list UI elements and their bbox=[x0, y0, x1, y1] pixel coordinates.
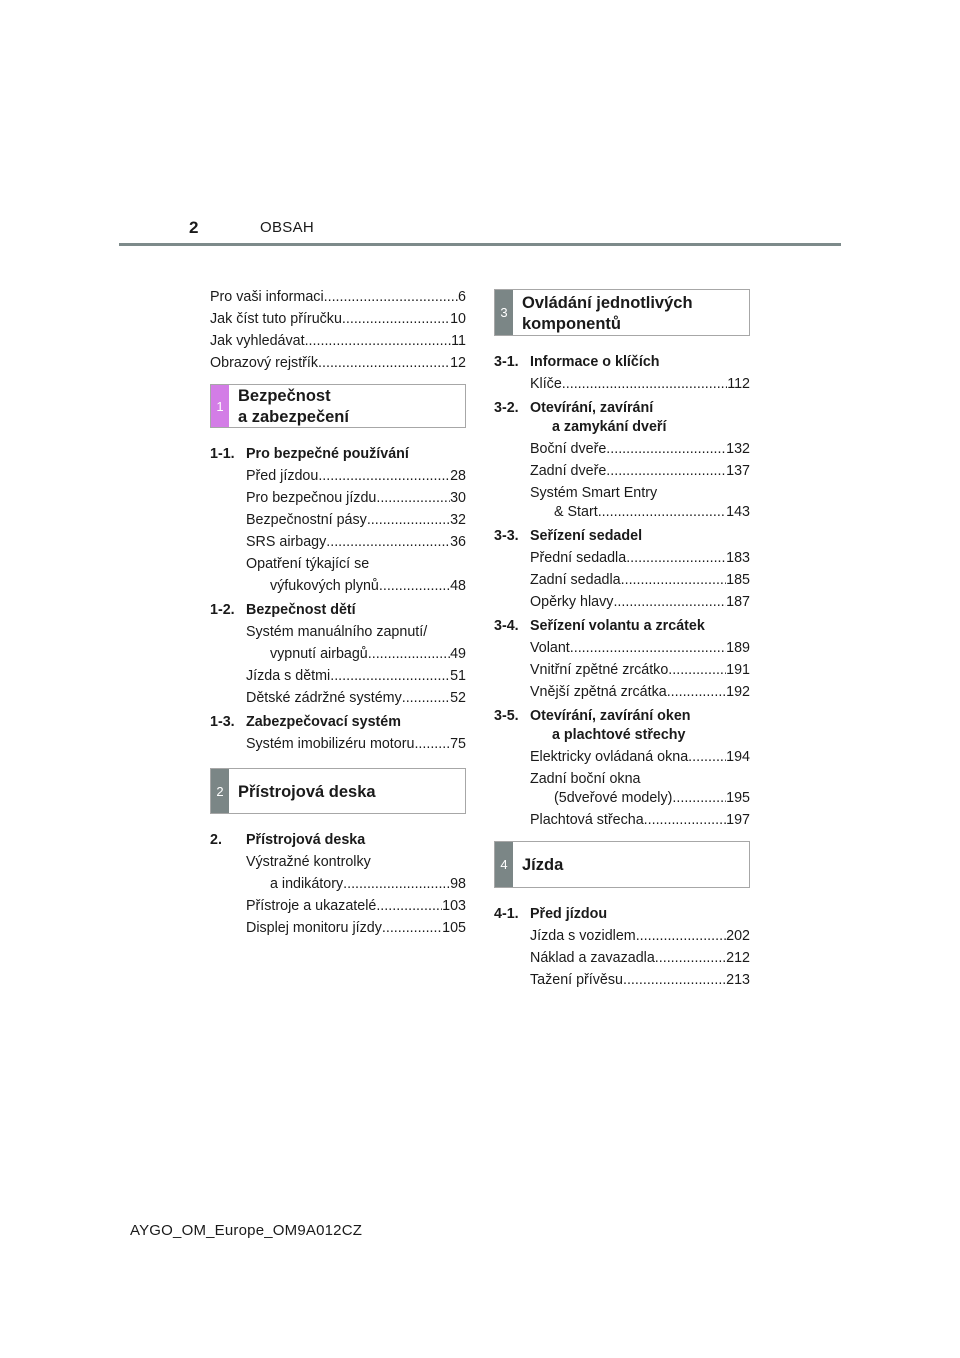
toc-entry-smart[interactable] bbox=[494, 501, 750, 523]
intro-list bbox=[210, 286, 466, 374]
toc-entry-page: 48 bbox=[450, 578, 466, 594]
subsection-3-5-list bbox=[494, 746, 750, 768]
toc-entry-page: 103 bbox=[442, 898, 466, 914]
subsection-number: 2. bbox=[210, 832, 222, 848]
leader-dots bbox=[623, 969, 726, 991]
subsection-title: Před jízdou bbox=[530, 906, 608, 922]
toc-entry-title: Opěrky hlavy bbox=[530, 594, 614, 610]
toc-entry-page: 28 bbox=[450, 468, 466, 484]
subsection-3-3-list bbox=[494, 547, 750, 613]
leader-dots bbox=[606, 460, 726, 482]
subsection-1-2 bbox=[210, 599, 466, 621]
subsection-3-3 bbox=[494, 525, 750, 547]
subsection-1-1 bbox=[210, 443, 466, 465]
subsection-3-2-list bbox=[494, 438, 750, 482]
toc-entry-title: (5dveřové modely) bbox=[554, 790, 673, 806]
subsection-number: 3-5. bbox=[494, 708, 519, 724]
section-1-title bbox=[229, 385, 349, 427]
toc-entry-page: 10 bbox=[450, 311, 466, 327]
section-3-title-line1: Ovládání jednotlivých bbox=[522, 293, 693, 312]
leader-dots bbox=[368, 643, 450, 665]
toc-entry-exhaust[interactable] bbox=[210, 575, 466, 597]
subsection-number: 4-1. bbox=[494, 906, 519, 922]
toc-entry-smart-line1[interactable]: Systém Smart Entry bbox=[530, 485, 658, 501]
header-rule bbox=[119, 243, 841, 246]
subsection-number: 3-1. bbox=[494, 354, 519, 370]
toc-entry-page: 112 bbox=[727, 376, 750, 392]
leader-dots bbox=[655, 947, 726, 969]
subsection-3-2-title-line2: a zamykání dveří bbox=[552, 419, 667, 435]
leader-dots bbox=[342, 308, 450, 330]
toc-entry-title: Plachtová střecha bbox=[530, 812, 644, 828]
subsection-number: 3-4. bbox=[494, 618, 519, 634]
toc-entry-title: Přední sedadla bbox=[530, 550, 627, 566]
subsection-1-1-list bbox=[210, 465, 466, 553]
subsection-number: 1-1. bbox=[210, 446, 235, 462]
toc-entry[interactable] bbox=[210, 352, 466, 374]
toc-entry-title: Jízda s dětmi bbox=[246, 668, 331, 684]
toc-entry[interactable] bbox=[494, 637, 750, 659]
toc-entry-title: SRS airbagy bbox=[246, 534, 327, 550]
subsection-number: 1-2. bbox=[210, 602, 235, 618]
toc-entry[interactable] bbox=[494, 947, 750, 969]
toc-entry-page: 51 bbox=[450, 668, 466, 684]
subsection-1-3 bbox=[210, 711, 466, 733]
leader-dots bbox=[376, 487, 450, 509]
toc-entry[interactable] bbox=[210, 687, 466, 709]
section-4-list bbox=[494, 925, 750, 991]
toc-entry-title: Vnější zpětná zrcátka bbox=[530, 684, 667, 700]
section-4-title: Jízda bbox=[522, 856, 564, 874]
toc-entry-page: 195 bbox=[726, 790, 750, 806]
leader-dots bbox=[305, 330, 452, 352]
toc-entry-page: 187 bbox=[726, 594, 750, 610]
leader-dots bbox=[379, 575, 450, 597]
subsection-3-5-title-line2: a plachtové střechy bbox=[552, 727, 686, 743]
toc-right-column bbox=[494, 289, 750, 991]
toc-entry[interactable] bbox=[210, 330, 466, 352]
toc-entry[interactable] bbox=[210, 308, 466, 330]
subsection-title: Pro bezpečné používání bbox=[246, 446, 409, 462]
toc-entry[interactable] bbox=[210, 531, 466, 553]
leader-dots bbox=[324, 286, 458, 308]
toc-entry[interactable] bbox=[210, 286, 466, 308]
section-1-title-line1: Bezpečnost bbox=[238, 387, 331, 405]
leader-dots bbox=[382, 917, 442, 939]
section-4-tab: 4 bbox=[495, 842, 513, 887]
toc-entry-rear-windows[interactable] bbox=[494, 787, 750, 809]
toc-entry-title: Před jízdou bbox=[246, 468, 319, 484]
toc-entry[interactable] bbox=[494, 569, 750, 591]
leader-dots bbox=[636, 925, 726, 947]
subsection-4-1 bbox=[494, 903, 750, 925]
toc-entry-title: Zadní sedadla bbox=[530, 572, 621, 588]
toc-entry[interactable] bbox=[210, 465, 466, 487]
section-4-box[interactable] bbox=[494, 841, 750, 888]
toc-entry-title: Displej monitoru jízdy bbox=[246, 920, 382, 936]
leader-dots bbox=[667, 681, 726, 703]
section-2-box[interactable] bbox=[210, 768, 466, 814]
toc-entry-title: Jak číst tuto příručku bbox=[210, 311, 342, 327]
toc-entry[interactable] bbox=[494, 591, 750, 613]
leader-dots bbox=[367, 509, 450, 531]
toc-entry-page: 11 bbox=[451, 333, 466, 349]
page-number: 2 bbox=[189, 218, 199, 237]
toc-entry-lights-line1[interactable]: Výstražné kontrolky bbox=[246, 854, 371, 870]
leader-dots bbox=[376, 895, 442, 917]
leader-dots bbox=[598, 501, 726, 523]
toc-entry-page: 183 bbox=[726, 550, 750, 566]
page-title: OBSAH bbox=[260, 219, 315, 236]
subsection-number: 1-3. bbox=[210, 714, 235, 730]
subsection-title: Seřízení sedadel bbox=[530, 528, 643, 544]
toc-entry-title: Jak vyhledávat bbox=[210, 333, 305, 349]
toc-entry-page: 191 bbox=[726, 662, 750, 678]
section-3-title bbox=[513, 290, 693, 335]
subsection-1-3-list bbox=[210, 733, 466, 755]
leader-dots bbox=[326, 531, 450, 553]
section-3-title-line2: komponentů bbox=[522, 314, 621, 333]
toc-entry[interactable] bbox=[210, 733, 466, 755]
leader-dots bbox=[318, 352, 450, 374]
leader-dots bbox=[621, 569, 727, 591]
toc-entry-airbag[interactable] bbox=[210, 643, 466, 665]
toc-entry-page: 6 bbox=[458, 289, 466, 305]
leader-dots bbox=[626, 547, 726, 569]
toc-entry[interactable] bbox=[494, 969, 750, 991]
toc-entry-title: Náklad a zavazadla bbox=[530, 950, 655, 966]
subsection-title: Bezpečnost dětí bbox=[246, 602, 356, 618]
toc-entry-page: 132 bbox=[726, 441, 750, 457]
toc-entry-title: Boční dveře bbox=[530, 441, 607, 457]
toc-entry-title: & Start bbox=[554, 504, 598, 520]
toc-entry-page: 213 bbox=[726, 972, 750, 988]
leader-dots bbox=[343, 873, 450, 895]
toc-entry[interactable] bbox=[494, 659, 750, 681]
subsection-3-4-list bbox=[494, 637, 750, 703]
toc-entry-page: 49 bbox=[450, 646, 466, 662]
toc-entry-title: Bezpečnostní pásy bbox=[246, 512, 367, 528]
subsection-title: Otevírání, zavírání bbox=[530, 400, 654, 416]
toc-entry-title: Vnitřní zpětné zrcátko bbox=[530, 662, 669, 678]
subsection-title: Informace o klíčích bbox=[530, 354, 660, 370]
toc-entry[interactable] bbox=[494, 746, 750, 768]
toc-entry-title: Pro bezpečnou jízdu bbox=[246, 490, 377, 506]
toc-entry[interactable] bbox=[494, 681, 750, 703]
toc-entry-title: vypnutí airbagů bbox=[270, 646, 368, 662]
toc-entry-title: Jízda s vozidlem bbox=[530, 928, 636, 944]
toc-entry-title: Dětské zádržné systémy bbox=[246, 690, 402, 706]
toc-entry-page: 189 bbox=[726, 640, 750, 656]
toc-entry-title: Tažení přívěsu bbox=[530, 972, 623, 988]
leader-dots bbox=[644, 809, 726, 831]
toc-entry[interactable] bbox=[494, 373, 750, 395]
toc-entry-canvas-roof[interactable] bbox=[494, 809, 750, 831]
toc-entry[interactable] bbox=[494, 460, 750, 482]
toc-entry-exhaust-line1[interactable]: Opatření týkající se bbox=[246, 556, 370, 572]
toc-entry-page: 52 bbox=[450, 690, 466, 706]
section-1-box[interactable] bbox=[210, 384, 466, 428]
leader-dots bbox=[562, 373, 727, 395]
subsection-3-1-list bbox=[494, 373, 750, 395]
toc-entry-page: 202 bbox=[726, 928, 750, 944]
leader-dots bbox=[668, 659, 726, 681]
toc-entry[interactable] bbox=[210, 917, 466, 939]
leader-dots bbox=[402, 687, 450, 709]
leader-dots bbox=[688, 746, 726, 768]
leader-dots bbox=[330, 665, 450, 687]
subsection-title: Seřízení volantu a zrcátek bbox=[530, 618, 705, 634]
toc-entry-page: 192 bbox=[726, 684, 750, 700]
toc-entry-page: 137 bbox=[726, 463, 750, 479]
toc-entry-title: Volant bbox=[530, 640, 570, 656]
section-1-tab: 1 bbox=[211, 385, 229, 427]
leader-dots bbox=[318, 465, 450, 487]
toc-entry-title: Obrazový rejstřík bbox=[210, 355, 319, 371]
toc-entry-page: 185 bbox=[726, 572, 750, 588]
toc-entry-title: Systém imobilizéru motoru bbox=[246, 736, 415, 752]
toc-entry-lights[interactable] bbox=[210, 873, 466, 895]
toc-entry[interactable] bbox=[210, 509, 466, 531]
toc-entry[interactable] bbox=[494, 547, 750, 569]
subsection-title: Otevírání, zavírání oken bbox=[530, 708, 691, 724]
toc-entry-page: 105 bbox=[442, 920, 466, 936]
subsection-title: Zabezpečovací systém bbox=[246, 714, 401, 730]
toc-entry[interactable] bbox=[210, 895, 466, 917]
section-2-title: Přístrojová deska bbox=[238, 782, 376, 801]
toc-entry-rear-windows-line1[interactable]: Zadní boční okna bbox=[530, 771, 641, 787]
toc-entry-airbag-line1[interactable]: Systém manuálního zapnutí/ bbox=[246, 624, 428, 640]
toc-entry-page: 212 bbox=[726, 950, 750, 966]
toc-entry-title: Pro vaši informaci bbox=[210, 289, 324, 305]
toc-entry-page: 143 bbox=[726, 504, 750, 520]
subsection-1-2-list bbox=[210, 665, 466, 709]
toc-entry-page: 197 bbox=[726, 812, 750, 828]
toc-entry-title: Přístroje a ukazatelé bbox=[246, 898, 377, 914]
leader-dots bbox=[414, 733, 450, 755]
subsection-number: 3-2. bbox=[494, 400, 519, 416]
leader-dots bbox=[606, 438, 726, 460]
section-2-list bbox=[210, 895, 466, 939]
toc-entry[interactable] bbox=[494, 438, 750, 460]
toc-entry-title: Zadní dveře bbox=[530, 463, 607, 479]
leader-dots bbox=[570, 637, 726, 659]
section-3-box[interactable] bbox=[494, 289, 750, 336]
section-1-title-line2: a zabezpečení bbox=[238, 408, 349, 426]
subsection-3-4 bbox=[494, 615, 750, 637]
toc-entry-title: Elektricky ovládaná okna bbox=[530, 749, 689, 765]
subsection-2 bbox=[210, 829, 466, 851]
leader-dots bbox=[613, 591, 726, 613]
toc-entry-page: 98 bbox=[450, 876, 466, 892]
section-2-tab: 2 bbox=[211, 769, 229, 813]
subsection-3-1 bbox=[494, 351, 750, 373]
toc-entry-title: Klíče bbox=[530, 376, 562, 392]
toc-entry[interactable] bbox=[210, 665, 466, 687]
toc-entry-title: výfukových plynů bbox=[270, 578, 379, 594]
toc-entry-title: a indikátory bbox=[270, 876, 344, 892]
toc-entry-page: 12 bbox=[450, 355, 466, 371]
subsection-number: 3-3. bbox=[494, 528, 519, 544]
toc-entry[interactable] bbox=[210, 487, 466, 509]
toc-entry-page: 30 bbox=[450, 490, 466, 506]
subsection-title: Přístrojová deska bbox=[246, 832, 366, 848]
toc-entry-page: 194 bbox=[726, 749, 750, 765]
section-3-tab: 3 bbox=[495, 290, 513, 335]
toc-left-column bbox=[210, 286, 466, 939]
toc-entry-page: 32 bbox=[450, 512, 466, 528]
toc-entry-page: 36 bbox=[450, 534, 466, 550]
toc-entry[interactable] bbox=[494, 925, 750, 947]
document-code: AYGO_OM_Europe_OM9A012CZ bbox=[130, 1222, 363, 1239]
leader-dots bbox=[672, 787, 726, 809]
toc-entry-page: 75 bbox=[450, 736, 466, 752]
page-header bbox=[0, 0, 960, 250]
